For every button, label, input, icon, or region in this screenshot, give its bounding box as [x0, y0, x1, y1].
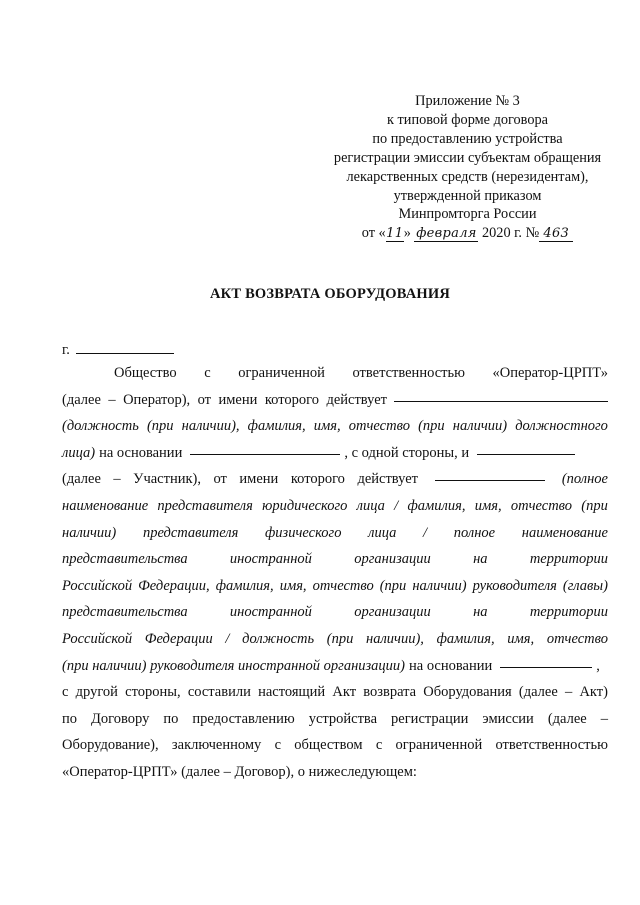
body-word: наличии)	[452, 418, 508, 435]
body-word: (главы)	[562, 577, 608, 594]
body-word: юридического	[262, 497, 348, 514]
body-word: /	[423, 524, 428, 541]
appendix-line: Минпромторга России	[398, 206, 537, 223]
body-word: (должность	[62, 418, 139, 435]
body-word: эмиссии	[482, 710, 534, 727]
body-line	[62, 413, 608, 440]
body-word: Российской	[62, 630, 133, 647]
body-line	[62, 360, 608, 387]
body-word: –	[108, 391, 116, 408]
body-word: Договору	[91, 710, 150, 727]
body-word: (при	[326, 630, 354, 647]
body-word: руководителя	[472, 577, 557, 594]
blank-field	[500, 653, 592, 668]
handwritten-order-number: 463	[539, 227, 573, 242]
body-word: (далее	[518, 684, 558, 701]
date-year: 2020 г. №	[478, 225, 540, 242]
body-word: Оператор),	[123, 391, 191, 408]
body-word: действует	[357, 471, 418, 488]
blank-field	[477, 440, 575, 455]
body-word: территории	[529, 604, 608, 621]
body-line	[62, 573, 608, 600]
body-word: стороны,	[125, 684, 181, 701]
body-line	[62, 387, 608, 414]
body-word: ограниченной	[238, 365, 325, 381]
body-word: Оборудования	[423, 684, 512, 701]
body-line	[62, 599, 608, 626]
body-line	[62, 440, 608, 467]
body-word: от	[197, 391, 212, 408]
body-line	[62, 626, 608, 653]
body-word: (далее	[62, 391, 101, 408]
body-word: Участник),	[133, 471, 201, 488]
body-word: физического	[265, 524, 342, 541]
appendix-line: лекарственных средств (нерезидентам),	[346, 168, 589, 185]
body-line	[62, 732, 608, 759]
body-word: имя,	[313, 418, 341, 435]
body-text: ,	[596, 657, 600, 674]
body-word: имени	[239, 471, 279, 488]
body-line	[62, 679, 608, 706]
body-line	[62, 493, 608, 520]
body-word: Федерации,	[138, 577, 210, 594]
body-word: (далее	[547, 710, 587, 727]
body-word: полное	[453, 524, 496, 541]
handwritten-day: 11	[386, 226, 404, 242]
body-word: –	[565, 684, 573, 701]
body-word: представителя	[157, 497, 253, 514]
body-line: «Оператор-ЦРПТ» (далее – Договор), о нижеследующем:	[62, 763, 417, 780]
body-word: отчество	[312, 577, 374, 594]
body-word: на	[473, 604, 488, 621]
body-word: лица	[356, 497, 385, 514]
body-text: (при наличии) руководителя иностранной организации)	[62, 657, 405, 674]
body-text: на основании	[409, 657, 493, 674]
body-word: другой	[75, 684, 118, 701]
body-word: «Оператор-ЦРПТ»	[492, 365, 608, 381]
body-text: (полное	[561, 471, 608, 488]
body-word: с	[62, 684, 69, 701]
blank-field	[190, 440, 340, 455]
body-word: представителя	[142, 524, 239, 541]
body-word: представительства	[62, 604, 188, 621]
body-word: фамилия,	[436, 630, 495, 647]
body-word: наличии)	[62, 524, 117, 541]
city-prefix: г.	[62, 342, 70, 358]
body-word: регистрации	[391, 710, 469, 727]
appendix-line: к типовой форме договора	[387, 111, 548, 128]
body-word: которого	[264, 391, 319, 408]
body-text: лица)	[62, 444, 96, 461]
body-word: с	[204, 365, 211, 381]
body-word: имя,	[279, 577, 307, 594]
body-word: Акт)	[579, 684, 608, 701]
body-word: с	[375, 737, 383, 754]
body-word: на	[473, 551, 488, 568]
body-word: организации	[354, 551, 431, 568]
blank-field	[394, 387, 608, 402]
body-word: должностного	[515, 418, 608, 435]
body-word: имя,	[507, 630, 535, 647]
body-word: представительства	[62, 551, 188, 568]
body-line	[62, 653, 608, 680]
body-word: фамилия,	[215, 577, 274, 594]
body-word: лица	[368, 524, 397, 541]
body-word: возврата	[363, 684, 417, 701]
appendix-header	[300, 92, 635, 243]
body-word: отчество	[348, 418, 410, 435]
body-word: территории	[529, 551, 608, 568]
body-text: , с одной стороны, и	[344, 444, 470, 461]
order-date-line	[300, 224, 635, 243]
body-word: фамилия,	[407, 497, 466, 514]
body-word: организации	[354, 604, 431, 621]
body-word: (далее	[62, 471, 101, 488]
body-text: на основании	[99, 444, 183, 461]
body-word: составили	[187, 684, 251, 701]
appendix-line: по предоставлению устройства	[372, 130, 563, 147]
body-word: устройства	[308, 710, 378, 727]
body-word: Оборудование),	[62, 737, 159, 754]
body-word: фамилия,	[247, 418, 306, 435]
body-word: наличии),	[181, 418, 240, 435]
body-word: ограниченной	[395, 737, 483, 754]
document-title: АКТ ВОЗВРАТА ОБОРУДОВАНИЯ	[209, 286, 451, 302]
body-word: (при	[379, 577, 407, 594]
body-word: иностранной	[229, 604, 312, 621]
body-word: (при	[581, 497, 608, 514]
body-word: /	[225, 630, 230, 647]
date-separator: »	[403, 225, 415, 242]
body-word: ответственностью	[495, 737, 608, 754]
appendix-line: утвержденной приказом	[393, 187, 542, 204]
body-word: (при	[146, 418, 174, 435]
body-word: отчество	[510, 497, 573, 514]
body-word: имя,	[474, 497, 502, 514]
body-word: по	[163, 710, 179, 727]
body-word: настоящий	[258, 684, 326, 701]
body-word: отчество	[546, 630, 608, 647]
body-word: от	[213, 471, 227, 488]
body-word: по	[62, 710, 78, 727]
blank-field	[435, 466, 545, 481]
body-word: Акт	[332, 684, 357, 701]
body-word: наименование	[521, 524, 608, 541]
body-word: Федерации	[144, 630, 213, 647]
body-line	[62, 466, 608, 493]
body-word: иностранной	[229, 551, 312, 568]
body-word: имени	[218, 391, 258, 408]
body-word: –	[113, 471, 121, 488]
body-word: предоставлению	[192, 710, 295, 727]
appendix-line: регистрации эмиссии субъектам обращения	[333, 149, 602, 166]
date-prefix: от «	[361, 225, 386, 242]
body-word: –	[600, 710, 608, 727]
body-word: (при	[418, 418, 445, 435]
city-line	[62, 341, 174, 359]
body-word: наличии),	[366, 630, 424, 647]
body-word: должность	[242, 630, 315, 647]
document-body	[62, 360, 608, 786]
appendix-line: Приложение № 3	[415, 93, 520, 109]
body-word: Российской	[62, 577, 133, 594]
body-word: заключенному	[171, 737, 262, 754]
body-word: /	[394, 497, 399, 514]
handwritten-month: февраля	[416, 226, 477, 242]
body-word: наличии)	[412, 577, 467, 594]
city-blank	[76, 341, 174, 354]
body-line	[62, 546, 608, 573]
body-line	[62, 520, 608, 547]
body-word: ответственностью	[352, 365, 465, 381]
body-word: с	[274, 737, 281, 754]
body-word: которого	[290, 471, 345, 488]
body-word: действует	[326, 391, 387, 408]
body-word: обществом	[294, 737, 363, 754]
body-line	[62, 706, 608, 733]
body-word: Общество	[114, 365, 177, 381]
body-word: наименование	[62, 497, 149, 514]
